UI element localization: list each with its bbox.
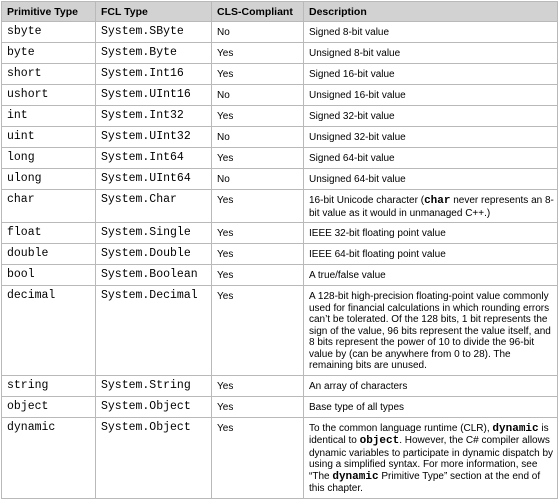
cls-compliant-cell: Yes [212, 190, 304, 223]
description-text: To the common language runtime (CLR), [309, 422, 493, 434]
primitive-type-cell: int [2, 106, 96, 127]
description-cell: Unsigned 16-bit value [304, 85, 558, 106]
primitive-type-cell: byte [2, 43, 96, 64]
cls-compliant-cell: No [212, 85, 304, 106]
description-cell: An array of characters [304, 375, 558, 396]
table-row [2, 169, 558, 190]
primitive-type-cell: long [2, 148, 96, 169]
primitive-type-cell: float [2, 223, 96, 244]
table-row [2, 190, 558, 223]
fcl-type-cell: System.Int32 [96, 106, 212, 127]
description-text: never represents an 8-bit value as it would in unmanaged C++.) [309, 195, 554, 219]
description-cell: IEEE 64-bit floating point value [304, 244, 558, 265]
table-row [2, 396, 558, 417]
fcl-type-cell: System.String [96, 375, 212, 396]
fcl-type-cell: System.UInt16 [96, 85, 212, 106]
header-row [2, 2, 558, 22]
description-cell: Signed 8-bit value [304, 22, 558, 43]
fcl-type-cell: System.UInt64 [96, 169, 212, 190]
description-text: . However, the C# compiler allows dynamic variables to participate in dynamic dispatch by using a simplified syntax. For more information, see “The [309, 435, 554, 482]
primitive-type-cell: bool [2, 265, 96, 286]
cls-compliant-cell: No [212, 22, 304, 43]
fcl-type-cell: System.SByte [96, 22, 212, 43]
table-row [2, 43, 558, 64]
description-cell [304, 190, 558, 223]
fcl-type-cell: System.Double [96, 244, 212, 265]
description-text: Primitive Type” section at the end of this chapter. [309, 470, 541, 494]
fcl-type-cell: System.Boolean [96, 265, 212, 286]
cls-compliant-cell: Yes [212, 265, 304, 286]
fcl-type-cell: System.Char [96, 190, 212, 223]
table-row [2, 286, 558, 376]
table-header [2, 2, 558, 22]
cls-compliant-cell: Yes [212, 417, 304, 498]
description-cell: Signed 32-bit value [304, 106, 558, 127]
fcl-type-cell: System.Single [96, 223, 212, 244]
cls-compliant-cell: Yes [212, 148, 304, 169]
description-cell: IEEE 32-bit floating point value [304, 223, 558, 244]
table-row [2, 64, 558, 85]
description-cell [304, 417, 558, 498]
table-row [2, 22, 558, 43]
table-row [2, 375, 558, 396]
header-cls-compliant: CLS-Compliant [212, 2, 304, 22]
table-row [2, 148, 558, 169]
inline-code: char [424, 195, 451, 207]
primitive-type-cell: sbyte [2, 22, 96, 43]
description-text: is identical to [309, 422, 549, 446]
primitive-type-cell: string [2, 375, 96, 396]
cls-compliant-cell: Yes [212, 375, 304, 396]
cls-compliant-cell: Yes [212, 223, 304, 244]
primitive-type-cell: ulong [2, 169, 96, 190]
table-row [2, 417, 558, 498]
primitive-type-cell: short [2, 64, 96, 85]
primitive-type-cell: object [2, 396, 96, 417]
description-cell: A true/false value [304, 265, 558, 286]
table-body [2, 22, 558, 499]
cls-compliant-cell: Yes [212, 244, 304, 265]
description-cell: Unsigned 64-bit value [304, 169, 558, 190]
table-row [2, 106, 558, 127]
description-cell: Signed 64-bit value [304, 148, 558, 169]
fcl-type-cell: System.Int64 [96, 148, 212, 169]
fcl-type-cell: System.Byte [96, 43, 212, 64]
inline-code: dynamic [492, 422, 539, 435]
description-cell: A 128-bit high-precision floating-point value commonly used for financial calculations in which rounding errors can’t be tolerated. Of the 128 bits, 1 bit represents the sign of the value, 96 bits represent the value itself, and 8 bits represent the power of 10 to divide the 96-bit value by (can be anywhere from 0 to 28). The remaining bits are unused. [304, 286, 558, 376]
header-primitive-type: Primitive Type [2, 2, 96, 22]
primitive-types-table [1, 1, 558, 499]
description-cell: Unsigned 8-bit value [304, 43, 558, 64]
description-cell: Signed 16-bit value [304, 64, 558, 85]
description-cell: Unsigned 32-bit value [304, 127, 558, 148]
fcl-type-cell: System.Object [96, 396, 212, 417]
cls-compliant-cell: Yes [212, 106, 304, 127]
primitive-type-cell: char [2, 190, 96, 223]
description-text: 16-bit Unicode character ( [309, 195, 425, 206]
table-row [2, 85, 558, 106]
cls-compliant-cell: Yes [212, 43, 304, 64]
primitive-type-cell: uint [2, 127, 96, 148]
cls-compliant-cell: No [212, 127, 304, 148]
table-row [2, 223, 558, 244]
inline-code: dynamic [332, 470, 379, 483]
cls-compliant-cell: Yes [212, 286, 304, 376]
fcl-type-cell: System.Decimal [96, 286, 212, 376]
fcl-type-cell: System.Int16 [96, 64, 212, 85]
primitive-type-cell: double [2, 244, 96, 265]
description-cell: Base type of all types [304, 396, 558, 417]
cls-compliant-cell: No [212, 169, 304, 190]
cls-compliant-cell: Yes [212, 396, 304, 417]
inline-code: object [359, 435, 400, 447]
fcl-type-cell: System.Object [96, 417, 212, 498]
table-row [2, 127, 558, 148]
table-row [2, 265, 558, 286]
fcl-type-cell: System.UInt32 [96, 127, 212, 148]
primitive-type-cell: ushort [2, 85, 96, 106]
primitive-type-cell: decimal [2, 286, 96, 376]
primitive-type-cell: dynamic [2, 417, 96, 498]
header-fcl-type: FCL Type [96, 2, 212, 22]
header-description: Description [304, 2, 558, 22]
table-row [2, 244, 558, 265]
cls-compliant-cell: Yes [212, 64, 304, 85]
